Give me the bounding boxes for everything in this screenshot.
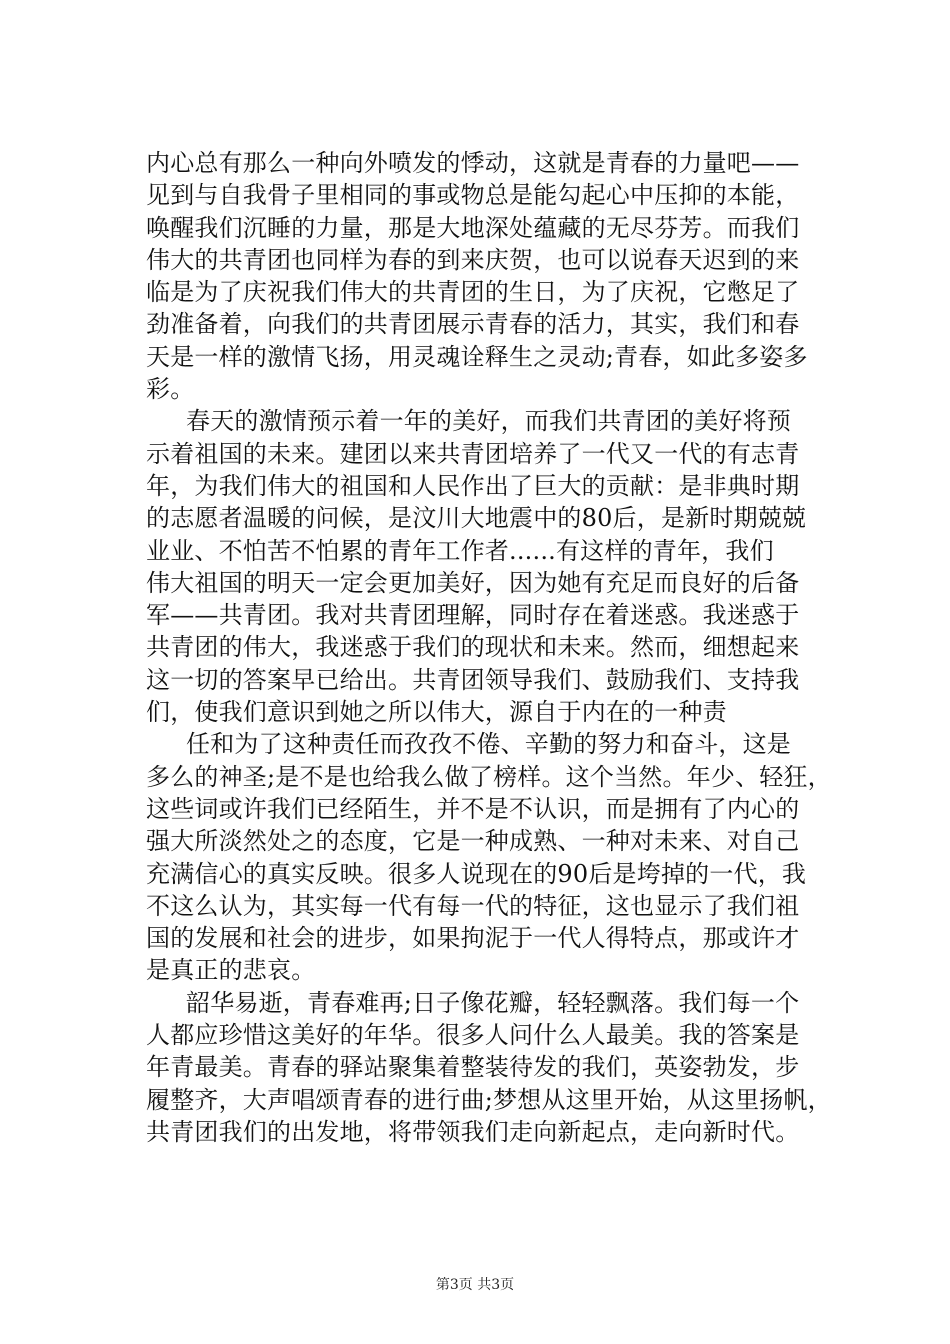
paragraph-1 — [146, 147, 826, 405]
text-line: 的志愿者温暖的问候，是汶川大地震中的80后，是新时期兢兢 — [146, 504, 807, 533]
text-line: 国的发展和社会的进步，如果拘泥于一代人得特点，那或许才 — [146, 924, 800, 953]
text-line: 充满信心的真实反映。很多人说现在的90后是垮掉的一代，我 — [146, 859, 807, 888]
text-line: 人都应珍惜这美好的年华。很多人问什么人最美。我的答案是 — [146, 1021, 800, 1050]
text-line: 年青最美。青春的驿站聚集着整装待发的我们，英姿勃发，步 — [146, 1053, 800, 1082]
document-body — [146, 147, 832, 1148]
text-line: 年，为我们伟大的祖国和人民作出了巨大的贡献：是非典时期 — [146, 471, 800, 500]
paragraph-4 — [146, 987, 832, 1148]
text-line: 军——共青团。我对共青团理解，同时存在着迷惑。我迷惑于 — [146, 601, 800, 630]
text-line: 是真正的悲哀。 — [146, 956, 316, 985]
text-line: 彩。 — [146, 375, 195, 404]
text-line: 示着祖国的未来。建团以来共青团培养了一代又一代的有志青 — [146, 439, 800, 468]
text-line: 韶华易逝，青春难再;日子像花瓣，轻轻飘落。我们每一个 — [186, 988, 800, 1017]
page-number-label: 第3页 共3页 — [435, 1277, 515, 1293]
text-line: 唤醒我们沉睡的力量，那是大地深处蕴藏的无尽芬芳。而我们 — [146, 213, 800, 242]
text-line: 业业、不怕苦不怕累的青年工作者......有这样的青年，我们 — [146, 536, 774, 565]
text-line: 这一切的答案早已给出。共青团领导我们、鼓励我们、支持我 — [146, 665, 800, 694]
text-line: 履整齐，大声唱颂青春的进行曲;梦想从这里开始，从这里扬帆， — [146, 1085, 832, 1114]
text-line: 见到与自我骨子里相同的事或物总是能勾起心中压抑的本能， — [146, 181, 800, 210]
text-line: 伟大的共青团也同样为春的到来庆贺，也可以说春天迟到的来 — [146, 245, 800, 274]
text-line: 共青团的伟大，我迷惑于我们的现状和未来。然而，细想起来 — [146, 633, 800, 662]
text-line: 内心总有那么一种向外喷发的悸动，这就是青春的力量吧—— — [146, 149, 800, 177]
text-line: 们，使我们意识到她之所以伟大，源自于内在的一种责 — [146, 698, 727, 727]
paragraph-2 — [146, 405, 826, 728]
text-line: 多么的神圣;是不是也给我么做了榜样。这个当然。年少、轻狂， — [146, 762, 832, 791]
text-line: 任和为了这种责任而孜孜不倦、辛勤的努力和奋斗，这是 — [186, 730, 791, 759]
text-line: 共青团我们的出发地，将带领我们走向新起点，走向新时代。 — [146, 1117, 800, 1146]
page-footer — [0, 1276, 950, 1294]
text-line: 这些词或许我们已经陌生，并不是不认识，而是拥有了内心的 — [146, 794, 800, 823]
text-line: 天是一样的激情飞扬，用灵魂诠释生之灵动;青春，如此多姿多 — [146, 342, 808, 371]
text-line: 春天的激情预示着一年的美好，而我们共青团的美好将预 — [186, 407, 791, 436]
text-line: 临是为了庆祝我们伟大的共青团的生日，为了庆祝，它憋足了 — [146, 278, 800, 307]
text-line: 不这么认为，其实每一代有每一代的特征，这也显示了我们祖 — [146, 891, 800, 920]
text-line: 伟大祖国的明天一定会更加美好，因为她有充足而良好的后备 — [146, 568, 800, 597]
text-line: 强大所淡然处之的态度，它是一种成熟、一种对未来、对自己 — [146, 827, 800, 856]
text-line: 劲准备着，向我们的共青团展示青春的活力，其实，我们和春 — [146, 310, 800, 339]
paragraph-3 — [146, 728, 832, 986]
